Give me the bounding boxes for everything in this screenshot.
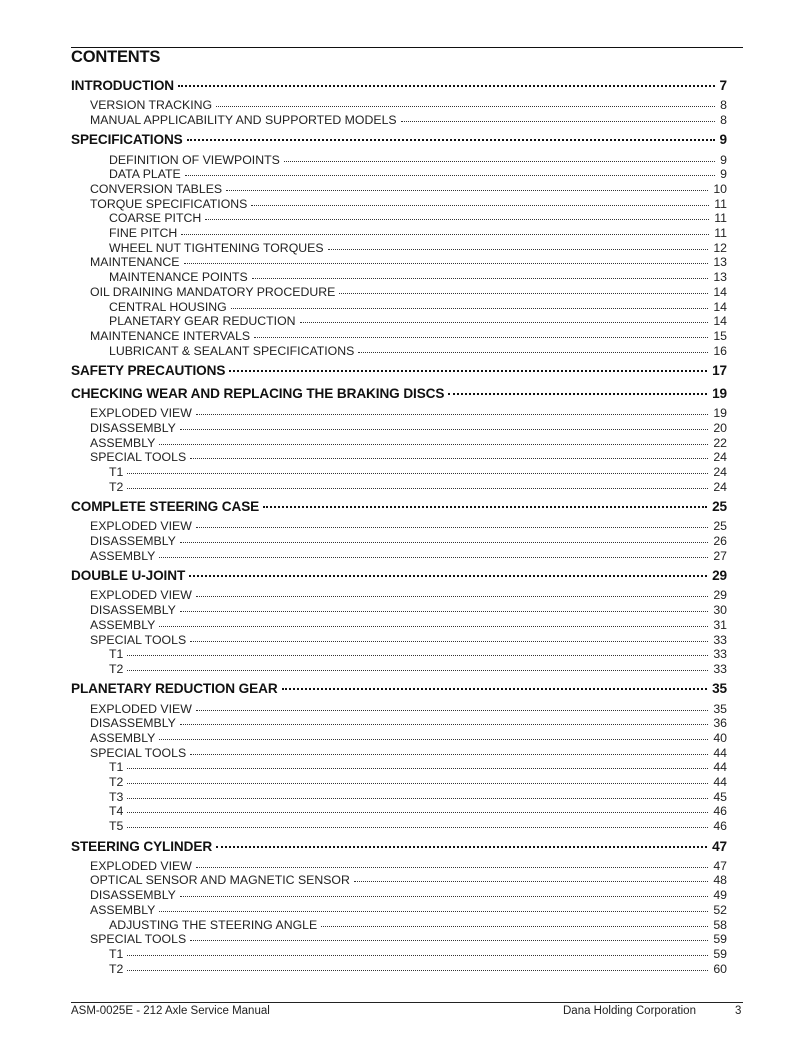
toc-entry-page-number: 59 bbox=[713, 932, 727, 947]
toc-entry-label: OIL DRAINING MANDATORY PROCEDURE bbox=[90, 284, 336, 299]
toc-entry-label: ASSEMBLY bbox=[90, 730, 156, 745]
toc-subsection-entry[interactable] bbox=[71, 872, 727, 887]
toc-entry-label: T2 bbox=[109, 775, 124, 790]
toc-subsection-entry[interactable] bbox=[71, 533, 727, 548]
toc-subsection-entry[interactable] bbox=[71, 97, 727, 112]
toc-subsection-entry[interactable] bbox=[71, 931, 727, 946]
toc-section-entry[interactable] bbox=[71, 497, 727, 516]
dot-leader bbox=[127, 960, 710, 972]
toc-subsection-entry[interactable] bbox=[71, 166, 727, 181]
toc-section-entry[interactable] bbox=[71, 130, 727, 149]
dot-leader bbox=[180, 602, 710, 614]
toc-section-entry[interactable] bbox=[71, 566, 727, 585]
toc-subsection-entry[interactable] bbox=[71, 960, 727, 975]
dot-leader bbox=[196, 858, 710, 870]
dot-leader bbox=[159, 902, 710, 914]
dot-leader bbox=[401, 112, 718, 124]
toc-entry-page-number: 44 bbox=[713, 775, 727, 790]
toc-entry-page-number: 9 bbox=[719, 132, 727, 148]
toc-entry-label: CENTRAL HOUSING bbox=[109, 299, 227, 314]
toc-entry-label: CHECKING WEAR AND REPLACING THE BRAKING DISCS bbox=[71, 386, 445, 401]
footer-rule bbox=[71, 1002, 743, 1003]
dot-leader bbox=[284, 151, 717, 163]
toc-entry-page-number: 30 bbox=[713, 603, 727, 618]
toc-entry-label: PLANETARY GEAR REDUCTION bbox=[109, 314, 296, 329]
toc-entry-page-number: 35 bbox=[712, 681, 727, 697]
toc-entry-label: SAFETY PRECAUTIONS bbox=[71, 363, 226, 378]
toc-entry-page-number: 24 bbox=[713, 465, 727, 480]
dot-leader bbox=[231, 298, 711, 310]
dot-leader bbox=[251, 195, 711, 207]
toc-section-entry[interactable] bbox=[71, 679, 727, 698]
dot-leader bbox=[354, 872, 710, 884]
toc-entry-page-number: 47 bbox=[713, 858, 727, 873]
toc-entry-page-number: 46 bbox=[713, 804, 727, 819]
toc-subsection-entry[interactable] bbox=[71, 902, 727, 917]
toc-entry-label: DOUBLE U-JOINT bbox=[71, 568, 186, 584]
toc-subsection-entry[interactable] bbox=[71, 269, 727, 284]
toc-entry-page-number: 48 bbox=[713, 873, 727, 888]
dot-leader bbox=[159, 617, 710, 629]
toc-entry-page-number: 16 bbox=[713, 343, 727, 358]
toc-entry-page-number: 29 bbox=[712, 568, 727, 584]
toc-subsection-entry[interactable] bbox=[71, 449, 727, 464]
toc-entry-label: T4 bbox=[109, 804, 124, 819]
dot-leader bbox=[127, 759, 710, 771]
toc-entry-label: TORQUE SPECIFICATIONS bbox=[90, 196, 248, 211]
dot-leader bbox=[178, 76, 717, 90]
toc-subsection-entry[interactable] bbox=[71, 887, 727, 902]
toc-entry-label: ASSEMBLY bbox=[90, 548, 156, 563]
dot-leader bbox=[339, 284, 710, 296]
toc-entry-page-number: 17 bbox=[712, 363, 727, 378]
dot-leader bbox=[216, 97, 717, 109]
toc-entry-label: T1 bbox=[109, 465, 124, 480]
toc-entry-label: DEFINITION OF VIEWPOINTS bbox=[109, 152, 280, 167]
dot-leader bbox=[127, 946, 710, 958]
dot-leader bbox=[229, 361, 709, 375]
toc-entry-page-number: 14 bbox=[713, 314, 727, 329]
toc-subsection-entry[interactable] bbox=[71, 313, 727, 328]
toc-entry-label: WHEEL NUT TIGHTENING TORQUES bbox=[109, 240, 324, 255]
dot-leader bbox=[127, 774, 710, 786]
toc-section-entry[interactable] bbox=[71, 837, 727, 856]
dot-leader bbox=[205, 210, 711, 222]
page-title: CONTENTS bbox=[71, 48, 161, 66]
dot-leader bbox=[252, 269, 711, 281]
dot-leader bbox=[180, 420, 710, 432]
dot-leader bbox=[196, 405, 710, 417]
dot-leader bbox=[196, 700, 710, 712]
toc-entry-label: DISASSEMBLY bbox=[90, 716, 176, 731]
toc-entry-page-number: 13 bbox=[713, 270, 727, 285]
dot-leader bbox=[300, 313, 711, 325]
toc-entry-label: EXPLODED VIEW bbox=[90, 701, 192, 716]
toc-subsection-entry[interactable] bbox=[71, 916, 727, 931]
footer-page-number: 3 bbox=[735, 1005, 742, 1017]
toc-entry-label: T2 bbox=[109, 961, 124, 976]
toc-subsection-entry[interactable] bbox=[71, 818, 727, 833]
toc-entry-page-number: 11 bbox=[714, 226, 727, 241]
dot-leader bbox=[180, 887, 710, 899]
toc-entry-label: T1 bbox=[109, 946, 124, 961]
toc-entry-page-number: 47 bbox=[712, 838, 727, 854]
toc-entry-label: EXPLODED VIEW bbox=[90, 588, 192, 603]
dot-leader bbox=[185, 166, 717, 178]
toc-entry-page-number: 12 bbox=[713, 240, 727, 255]
dot-leader bbox=[263, 498, 709, 512]
table-of-contents bbox=[71, 76, 727, 975]
toc-entry-label: DISASSEMBLY bbox=[90, 603, 176, 618]
toc-subsection-entry[interactable] bbox=[71, 646, 727, 661]
toc-entry-page-number: 35 bbox=[713, 701, 727, 716]
toc-entry-page-number: 14 bbox=[713, 299, 727, 314]
toc-entry-page-number: 15 bbox=[713, 328, 727, 343]
toc-subsection-entry[interactable] bbox=[71, 284, 727, 299]
dot-leader bbox=[328, 240, 711, 252]
toc-entry-label: OPTICAL SENSOR AND MAGNETIC SENSOR bbox=[90, 873, 350, 888]
toc-entry-page-number: 25 bbox=[712, 499, 727, 515]
toc-entry-page-number: 52 bbox=[713, 902, 727, 917]
toc-entry-page-number: 26 bbox=[713, 534, 727, 549]
toc-entry-label: LUBRICANT & SEALANT SPECIFICATIONS bbox=[109, 343, 355, 358]
dot-leader bbox=[127, 818, 710, 830]
toc-entry-label: T1 bbox=[109, 647, 124, 662]
toc-subsection-entry[interactable] bbox=[71, 151, 727, 166]
toc-entry-label: T5 bbox=[109, 819, 124, 834]
toc-entry-page-number: 44 bbox=[713, 760, 727, 775]
toc-section-entry[interactable] bbox=[71, 384, 727, 403]
toc-entry-label: SPECIAL TOOLS bbox=[90, 745, 187, 760]
toc-entry-label: EXPLODED VIEW bbox=[90, 858, 192, 873]
dot-leader bbox=[187, 131, 717, 145]
toc-subsection-entry[interactable] bbox=[71, 587, 727, 602]
toc-entry-label: STEERING CYLINDER bbox=[71, 838, 213, 854]
toc-entry-page-number: 33 bbox=[713, 661, 727, 676]
toc-entry-page-number: 24 bbox=[713, 450, 727, 465]
toc-entry-page-number: 58 bbox=[713, 917, 727, 932]
toc-entry-page-number: 24 bbox=[713, 479, 727, 494]
toc-subsection-entry[interactable] bbox=[71, 254, 727, 269]
dot-leader bbox=[181, 225, 711, 237]
toc-entry-label: ASSEMBLY bbox=[90, 902, 156, 917]
toc-entry-label: DISASSEMBLY bbox=[90, 888, 176, 903]
dot-leader bbox=[321, 916, 710, 928]
dot-leader bbox=[190, 631, 710, 643]
toc-entry-page-number: 7 bbox=[719, 78, 727, 93]
toc-entry-page-number: 29 bbox=[713, 588, 727, 603]
toc-entry-label: SPECIAL TOOLS bbox=[90, 932, 187, 947]
toc-subsection-entry[interactable] bbox=[71, 405, 727, 420]
toc-subsection-entry[interactable] bbox=[71, 328, 727, 343]
dot-leader bbox=[159, 434, 710, 446]
dot-leader bbox=[127, 661, 710, 673]
toc-entry-label: SPECIAL TOOLS bbox=[90, 632, 187, 647]
toc-entry-page-number: 19 bbox=[713, 406, 727, 421]
toc-subsection-entry[interactable] bbox=[71, 548, 727, 563]
toc-entry-page-number: 19 bbox=[712, 386, 727, 401]
toc-subsection-entry[interactable] bbox=[71, 181, 727, 196]
toc-entry-label: DISASSEMBLY bbox=[90, 534, 176, 549]
dot-leader bbox=[127, 788, 710, 800]
toc-subsection-entry[interactable] bbox=[71, 240, 727, 255]
toc-entry-page-number: 60 bbox=[713, 961, 727, 976]
toc-entry-page-number: 49 bbox=[713, 888, 727, 903]
toc-subsection-entry[interactable] bbox=[71, 631, 727, 646]
toc-section-entry[interactable] bbox=[71, 76, 727, 95]
toc-entry-label: EXPLODED VIEW bbox=[90, 519, 192, 534]
toc-entry-label: DATA PLATE bbox=[109, 167, 181, 182]
toc-subsection-entry[interactable] bbox=[71, 661, 727, 676]
footer-document-title: ASM-0025E - 212 Axle Service Manual bbox=[71, 1005, 270, 1017]
toc-entry-page-number: 8 bbox=[720, 98, 727, 113]
toc-entry-label: T2 bbox=[109, 661, 124, 676]
toc-subsection-entry[interactable] bbox=[71, 858, 727, 873]
toc-entry-page-number: 46 bbox=[713, 819, 727, 834]
dot-leader bbox=[189, 567, 709, 581]
dot-leader bbox=[180, 715, 710, 727]
dot-leader bbox=[190, 931, 710, 943]
toc-subsection-entry[interactable] bbox=[71, 342, 727, 357]
toc-entry-page-number: 22 bbox=[713, 435, 727, 450]
toc-subsection-entry[interactable] bbox=[71, 744, 727, 759]
toc-subsection-entry[interactable] bbox=[71, 759, 727, 774]
toc-subsection-entry[interactable] bbox=[71, 298, 727, 313]
toc-entry-page-number: 40 bbox=[713, 730, 727, 745]
dot-leader bbox=[448, 384, 709, 398]
toc-subsection-entry[interactable] bbox=[71, 700, 727, 715]
toc-subsection-entry[interactable] bbox=[71, 434, 727, 449]
dot-leader bbox=[358, 342, 710, 354]
dot-leader bbox=[196, 518, 710, 530]
dot-leader bbox=[216, 837, 709, 851]
toc-subsection-entry[interactable] bbox=[71, 464, 727, 479]
toc-entry-label: SPECIFICATIONS bbox=[71, 132, 183, 148]
footer-company: Dana Holding Corporation bbox=[563, 1005, 696, 1017]
toc-entry-page-number: 10 bbox=[713, 182, 727, 197]
toc-entry-page-number: 27 bbox=[713, 548, 727, 563]
toc-entry-page-number: 20 bbox=[713, 420, 727, 435]
toc-entry-label: MAINTENANCE INTERVALS bbox=[90, 328, 251, 343]
toc-entry-page-number: 11 bbox=[714, 211, 727, 226]
toc-entry-page-number: 11 bbox=[714, 196, 727, 211]
toc-entry-label: SPECIAL TOOLS bbox=[90, 450, 187, 465]
toc-entry-page-number: 13 bbox=[713, 255, 727, 270]
toc-subsection-entry[interactable] bbox=[71, 788, 727, 803]
toc-subsection-entry[interactable] bbox=[71, 715, 727, 730]
dot-leader bbox=[190, 449, 710, 461]
dot-leader bbox=[196, 587, 710, 599]
toc-subsection-entry[interactable] bbox=[71, 420, 727, 435]
toc-entry-label: EXPLODED VIEW bbox=[90, 406, 192, 421]
toc-entry-label: COMPLETE STEERING CASE bbox=[71, 499, 260, 515]
toc-entry-page-number: 44 bbox=[713, 745, 727, 760]
toc-entry-page-number: 36 bbox=[713, 716, 727, 731]
toc-subsection-entry[interactable] bbox=[71, 774, 727, 789]
dot-leader bbox=[282, 680, 710, 694]
toc-entry-label: DISASSEMBLY bbox=[90, 420, 176, 435]
toc-subsection-entry[interactable] bbox=[71, 730, 727, 745]
toc-subsection-entry[interactable] bbox=[71, 602, 727, 617]
toc-subsection-entry[interactable] bbox=[71, 225, 727, 240]
toc-entry-label: ASSEMBLY bbox=[90, 617, 156, 632]
toc-subsection-entry[interactable] bbox=[71, 946, 727, 961]
toc-entry-page-number: 9 bbox=[720, 152, 727, 167]
toc-subsection-entry[interactable] bbox=[71, 617, 727, 632]
toc-entry-page-number: 14 bbox=[713, 284, 727, 299]
toc-subsection-entry[interactable] bbox=[71, 478, 727, 493]
dot-leader bbox=[127, 478, 710, 490]
dot-leader bbox=[254, 328, 710, 340]
toc-entry-page-number: 25 bbox=[713, 519, 727, 534]
dot-leader bbox=[184, 254, 711, 266]
dot-leader bbox=[159, 730, 710, 742]
toc-entry-label: T1 bbox=[109, 760, 124, 775]
dot-leader bbox=[226, 181, 710, 193]
toc-entry-page-number: 31 bbox=[713, 617, 727, 632]
toc-entry-label: ADJUSTING THE STEERING ANGLE bbox=[109, 917, 318, 932]
toc-entry-page-number: 9 bbox=[720, 167, 727, 182]
toc-entry-page-number: 8 bbox=[720, 112, 727, 127]
toc-subsection-entry[interactable] bbox=[71, 195, 727, 210]
header-rule bbox=[71, 47, 743, 48]
toc-entry-label: CONVERSION TABLES bbox=[90, 182, 223, 197]
dot-leader bbox=[190, 744, 710, 756]
toc-section-entry[interactable] bbox=[71, 361, 727, 380]
toc-entry-page-number: 33 bbox=[713, 647, 727, 662]
dot-leader bbox=[127, 646, 710, 658]
toc-entry-label: T3 bbox=[109, 789, 124, 804]
toc-entry-label: PLANETARY REDUCTION GEAR bbox=[71, 681, 278, 697]
toc-entry-label: FINE PITCH bbox=[109, 226, 178, 241]
dot-leader bbox=[180, 533, 710, 545]
toc-entry-label: ASSEMBLY bbox=[90, 435, 156, 450]
dot-leader bbox=[127, 803, 710, 815]
toc-entry-label: MANUAL APPLICABILITY AND SUPPORTED MODELS bbox=[90, 112, 397, 127]
toc-subsection-entry[interactable] bbox=[71, 210, 727, 225]
toc-entry-label: MAINTENANCE POINTS bbox=[109, 270, 248, 285]
toc-subsection-entry[interactable] bbox=[71, 112, 727, 127]
toc-entry-label: COARSE PITCH bbox=[109, 211, 202, 226]
toc-entry-page-number: 59 bbox=[713, 946, 727, 961]
toc-entry-label: MAINTENANCE bbox=[90, 255, 180, 270]
dot-leader bbox=[127, 464, 710, 476]
toc-entry-label: INTRODUCTION bbox=[71, 78, 175, 93]
dot-leader bbox=[159, 548, 710, 560]
toc-entry-page-number: 45 bbox=[713, 789, 727, 804]
toc-entry-page-number: 33 bbox=[713, 632, 727, 647]
toc-entry-label: T2 bbox=[109, 479, 124, 494]
toc-entry-label: VERSION TRACKING bbox=[90, 98, 213, 113]
toc-subsection-entry[interactable] bbox=[71, 803, 727, 818]
toc-subsection-entry[interactable] bbox=[71, 518, 727, 533]
